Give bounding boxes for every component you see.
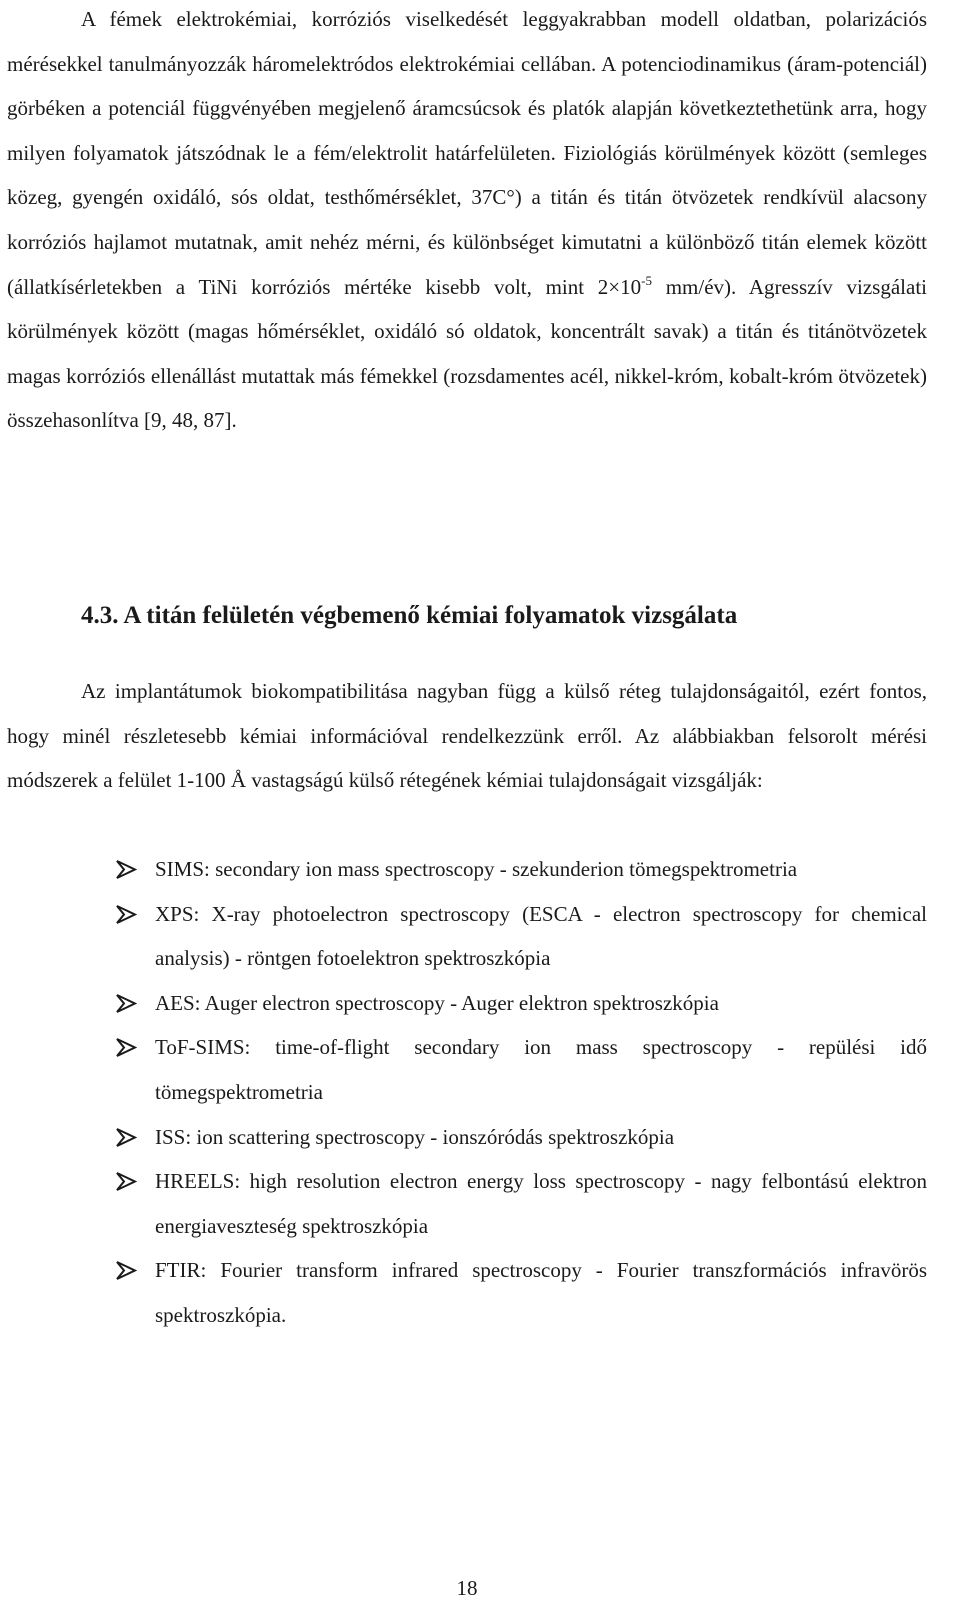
method-ftir: FTIR: Fourier transform infrared spectroscopy - Fourier transzformációs infravörös spektroszkópia. (155, 1258, 927, 1327)
method-iss: ISS: ion scattering spectroscopy - ionszóródás spektroszkópia (155, 1124, 675, 1149)
section-heading: 4.3. A titán felületén végbemenő kémiai folyamatok vizsgálata (81, 602, 738, 629)
list-item (115, 1025, 927, 1114)
page-number: 18 (456, 1576, 478, 1600)
arrowhead-bullet-icon (115, 892, 139, 937)
surface-analysis-paragraph: Az implantátumok biokompatibilitása nagyban függ a külső réteg tulajdonságaitól, ezért fontos, hogy minél részletesebb kémiai információval rendelkezzünk erről. Az alábbiakban felsorolt mérési módszerek a felület 1-100 Å vastagságú külső rétegének kémiai tulajdonságait vizsgálják: (7, 679, 927, 793)
corrosion-paragraph-text: A fémek elektrokémiai, korróziós viselkedését leggyakrabban modell oldatban, polarizációs mérésekkel tanulmányozzák háromelektródos elektrokémiai cellában. A potenciodinamikus (áram-potenciál) görbéken a potenciál függvényében megjelenő áramcsúcsok és platók alapján következtethetünk arra, hogy milyen folyamatok játszódnak le a fém/elektrolit határfelületen. Fiziológiás körülmények között (semleges közeg, gyengén oxidáló, sós oldat, testhőmérséklet, 37C°) a titán és titán ötvözetek rendkívül alacsony korróziós hajlamot mutatnak, amit nehéz mérni, és különbséget kimutatni a különböző titán elemek között (állatkísérletekben a TiNi korróziós mértéke kisebb volt, mint 2×10 (7, 7, 927, 299)
exponent-superscript: -5 (641, 272, 652, 288)
arrowhead-bullet-icon (115, 981, 139, 1026)
list-item (115, 981, 927, 1026)
list-item (115, 892, 927, 981)
arrowhead-bullet-icon (115, 1248, 139, 1293)
method-tof-sims: ToF-SIMS: time-of-flight secondary ion mass spectroscopy - repülési idő tömegspektrometria (155, 1035, 927, 1104)
arrowhead-bullet-icon (115, 1115, 139, 1160)
list-item (115, 1115, 927, 1160)
method-aes: AES: Auger electron spectroscopy - Auger elektron spektroszkópia (155, 990, 719, 1015)
arrowhead-bullet-icon (115, 1159, 139, 1204)
list-item (115, 1248, 927, 1337)
method-sims: SIMS: secondary ion mass spectroscopy - szekunderion tömegspektrometria (155, 857, 798, 881)
list-item (115, 847, 927, 892)
arrowhead-bullet-icon (115, 1025, 139, 1070)
method-hreels: HREELS: high resolution electron energy loss spectroscopy - nagy felbontású elektron energiaveszteség spektroszkópia (155, 1169, 927, 1238)
methods-list (115, 847, 927, 1338)
corrosion-paragraph (7, 0, 927, 443)
list-item (115, 1159, 927, 1248)
document-page (7, 0, 927, 1623)
method-xps: XPS: X-ray photoelectron spectroscopy (ESCA - electron spectroscopy for chemical analysis) - röntgen fotoelektron spektroszkópia (155, 901, 927, 971)
arrowhead-bullet-icon (115, 847, 139, 892)
corrosion-paragraph-text-continued: mm/év). Agresszív vizsgálati körülmények között (magas hőmérséklet, oxidáló só oldatok, koncentrált savak) a titán és titánötvözetek magas korróziós ellenállást mutattak más fémekkel (rozsdamentes acél, nikkel-króm, kobalt-króm ötvözetek) összehasonlítva [9, 48, 87]. (7, 274, 927, 433)
